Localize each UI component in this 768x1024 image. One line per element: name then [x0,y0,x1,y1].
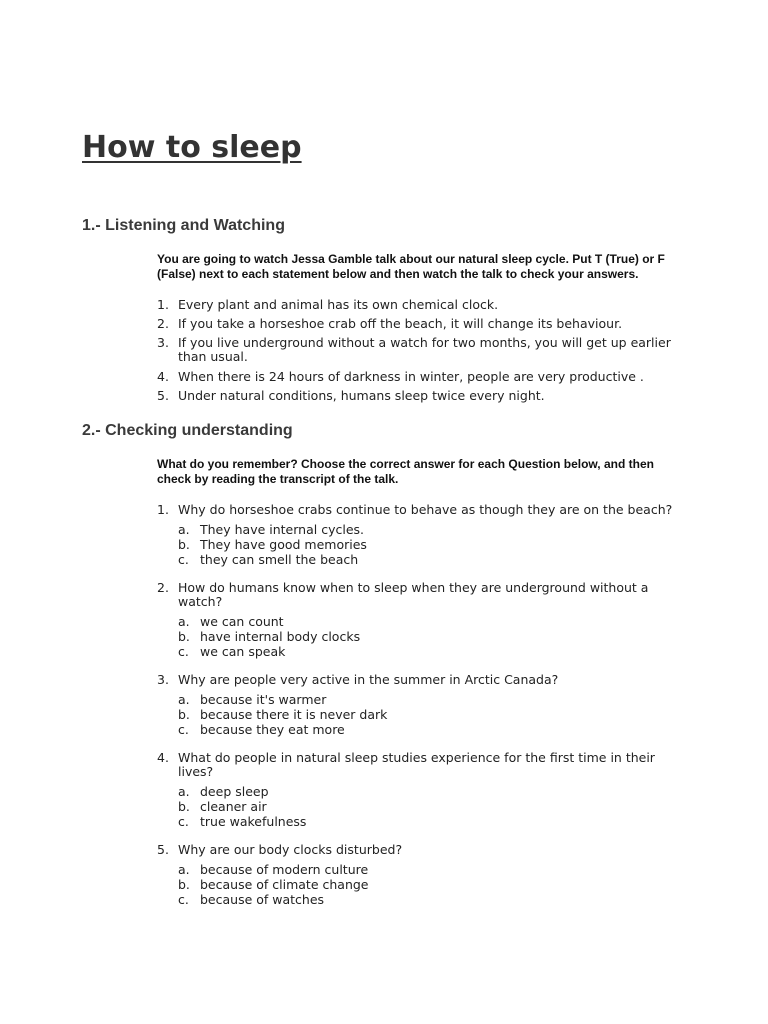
statement-text: When there is 24 hours of darkness in winter, people are very productive . [178,369,644,384]
statement-item [157,317,677,331]
answer-option[interactable] [178,614,677,629]
answer-option[interactable] [178,862,677,877]
question-item [157,843,677,907]
option-letter: a. [178,522,190,537]
answer-options [178,692,677,737]
section1-instructions: You are going to watch Jessa Gamble talk about our natural sleep cycle. Put T (True) or F (False) next to each statement below and then watch the talk to check your answers. [157,252,665,281]
statement-text: If you take a horseshoe crab off the beach, it will change its behaviour. [178,316,623,331]
option-letter: b. [178,877,190,892]
question-number: 2. [157,580,169,595]
option-letter: a. [178,784,190,799]
option-letter: b. [178,707,190,722]
answer-options [178,862,677,907]
question-list [157,503,677,907]
option-text: true wakefulness [200,814,307,829]
answer-option[interactable] [178,644,677,659]
statement-number: 5. [157,388,169,403]
option-text: they can smell the beach [200,552,359,567]
true-false-statements [157,298,677,403]
option-letter: c. [178,552,189,567]
statement-text: If you live underground without a watch for two months, you will get up earlier than usual. [178,335,671,364]
question-text: Why are people very active in the summer in Arctic Canada? [178,672,559,687]
statement-text: Every plant and animal has its own chemical clock. [178,297,499,312]
section2-instructions: What do you remember? Choose the correct answer for each Question below, and then check by reading the transcript of the talk. [157,457,654,486]
section-heading-checking: 2.- Checking understanding [82,422,293,439]
question-number: 4. [157,750,169,765]
question-item [157,581,677,659]
answer-options [178,522,677,567]
option-letter: c. [178,644,189,659]
option-text: we can count [200,614,284,629]
option-letter: b. [178,629,190,644]
option-text: have internal body clocks [200,629,361,644]
question-number: 3. [157,672,169,687]
option-text: we can speak [200,644,286,659]
statement-number: 3. [157,335,169,350]
answer-option[interactable] [178,552,677,567]
option-letter: a. [178,862,190,877]
answer-option[interactable] [178,892,677,907]
statement-text: Under natural conditions, humans sleep twice every night. [178,388,545,403]
statement-number: 4. [157,369,169,384]
answer-option[interactable] [178,814,677,829]
answer-option[interactable] [178,629,677,644]
option-text: cleaner air [200,799,267,814]
option-letter: c. [178,814,189,829]
option-text: because they eat more [200,722,345,737]
statement-item [157,389,677,403]
answer-option[interactable] [178,799,677,814]
answer-option[interactable] [178,784,677,799]
page-title: How to sleep [82,130,302,165]
option-text: because it's warmer [200,692,327,707]
statement-item [157,370,677,384]
question-text: What do people in natural sleep studies experience for the first time in their lives? [178,750,655,779]
option-text: because there it is never dark [200,707,388,722]
question-number: 1. [157,502,169,517]
answer-option[interactable] [178,522,677,537]
statement-item [157,298,677,312]
question-text: How do humans know when to sleep when they are underground without a watch? [178,580,649,609]
statement-number: 2. [157,316,169,331]
answer-option[interactable] [178,877,677,892]
option-text: because of climate change [200,877,369,892]
option-letter: a. [178,692,190,707]
option-letter: c. [178,892,189,907]
option-letter: c. [178,722,189,737]
section-heading-listening: 1.- Listening and Watching [82,217,285,234]
option-text: because of watches [200,892,325,907]
question-text: Why do horseshoe crabs continue to behave as though they are on the beach? [178,502,673,517]
answer-option[interactable] [178,537,677,552]
answer-option[interactable] [178,692,677,707]
answer-option[interactable] [178,707,677,722]
answer-option[interactable] [178,722,677,737]
answer-options [178,614,677,659]
question-number: 5. [157,842,169,857]
question-text: Why are our body clocks disturbed? [178,842,403,857]
option-text: deep sleep [200,784,269,799]
question-item [157,751,677,829]
statement-item [157,336,677,364]
option-letter: b. [178,799,190,814]
statement-number: 1. [157,297,169,312]
option-text: because of modern culture [200,862,369,877]
question-item [157,503,677,567]
option-letter: b. [178,537,190,552]
option-text: They have good memories [200,537,367,552]
answer-options [178,784,677,829]
option-letter: a. [178,614,190,629]
option-text: They have internal cycles. [200,522,364,537]
question-item [157,673,677,737]
